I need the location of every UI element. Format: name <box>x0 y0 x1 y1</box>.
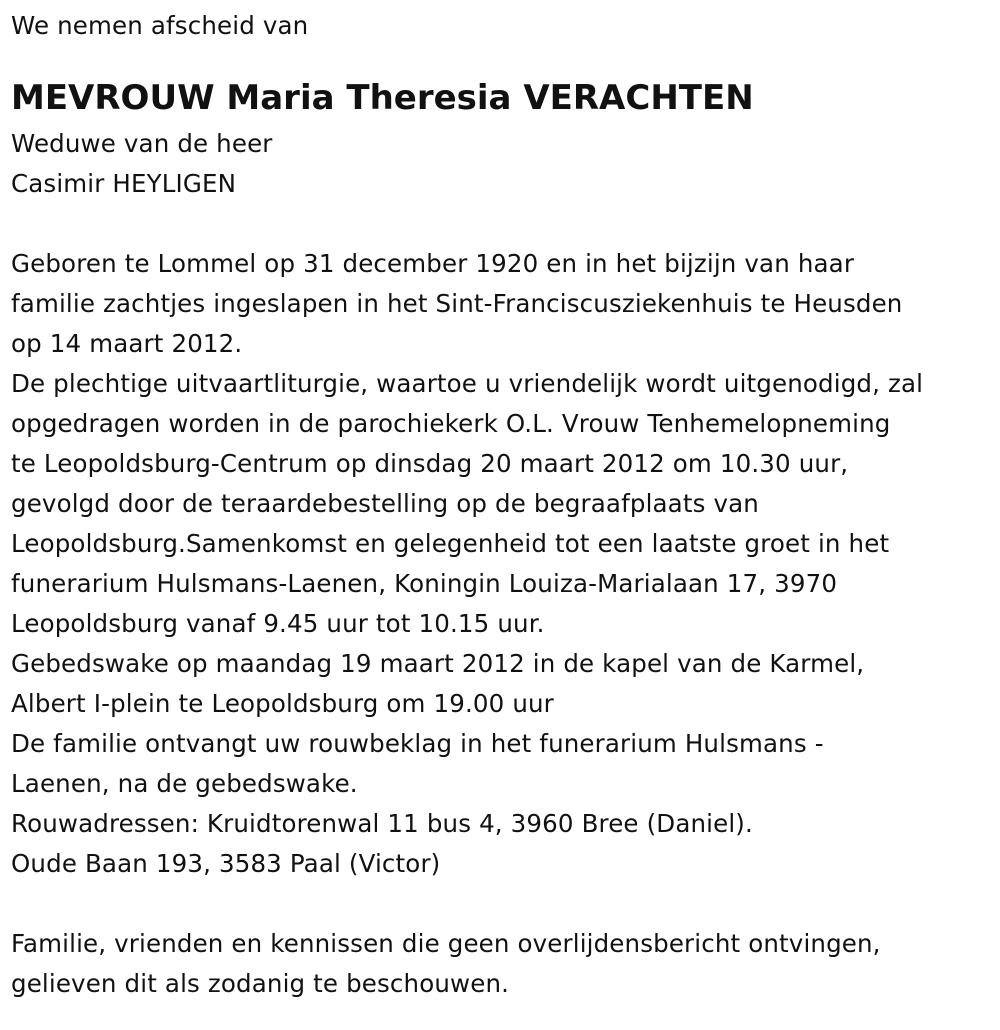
body-line: funerarium Hulsmans-Laenen, Koningin Louiza-Marialaan 17, 3970 <box>11 569 838 598</box>
body-line: De familie ontvangt uw rouwbeklag in het funerarium Hulsmans - <box>11 729 824 758</box>
body-line: op 14 maart 2012. <box>11 329 243 358</box>
body-line: Gebedswake op maandag 19 maart 2012 in de kapel van de Karmel, <box>11 649 865 678</box>
body-line: opgedragen worden in de parochiekerk O.L. Vrouw Tenhemelopneming <box>11 409 891 438</box>
body-line: te Leopoldsburg-Centrum op dinsdag 20 maart 2012 om 10.30 uur, <box>11 449 849 478</box>
spacer <box>11 204 990 244</box>
spacer <box>11 884 990 924</box>
body-line: familie zachtjes ingeslapen in het Sint-Franciscusziekenhuis te Heusden <box>11 289 903 318</box>
intro-text: We nemen afscheid van <box>11 11 309 40</box>
relation-line: Casimir HEYLIGEN <box>11 169 237 198</box>
deceased-name: MEVROUW Maria Theresia VERACHTEN <box>11 78 754 118</box>
body-line: Leopoldsburg vanaf 9.45 uur tot 10.15 uur. <box>11 609 545 638</box>
closing-block <box>11 924 990 1004</box>
body-line: Leopoldsburg.Samenkomst en gelegenheid tot een laatste groet in het <box>11 529 890 558</box>
body-line: De plechtige uitvaartliturgie, waartoe u vriendelijk wordt uitgenodigd, zal <box>11 369 924 398</box>
closing-line: gelieven dit als zodanig te beschouwen. <box>11 969 510 998</box>
body-line: Rouwadressen: Kruidtorenwal 11 bus 4, 3960 Bree (Daniel). <box>11 809 753 838</box>
body-line: gevolgd door de teraardebestelling op de begraafplaats van <box>11 489 759 518</box>
body-line: Geboren te Lommel op 31 december 1920 en in het bijzijn van haar <box>11 249 855 278</box>
body-line: Laenen, na de gebedswake. <box>11 769 358 798</box>
body-line: Oude Baan 193, 3583 Paal (Victor) <box>11 849 441 878</box>
closing-line: Familie, vrienden en kennissen die geen overlijdensbericht ontvingen, <box>11 929 881 958</box>
relation-line: Weduwe van de heer <box>11 129 273 158</box>
relation-block <box>11 124 990 204</box>
body-line: Albert I-plein te Leopoldsburg om 19.00 uur <box>11 689 554 718</box>
notice-body <box>11 244 990 884</box>
